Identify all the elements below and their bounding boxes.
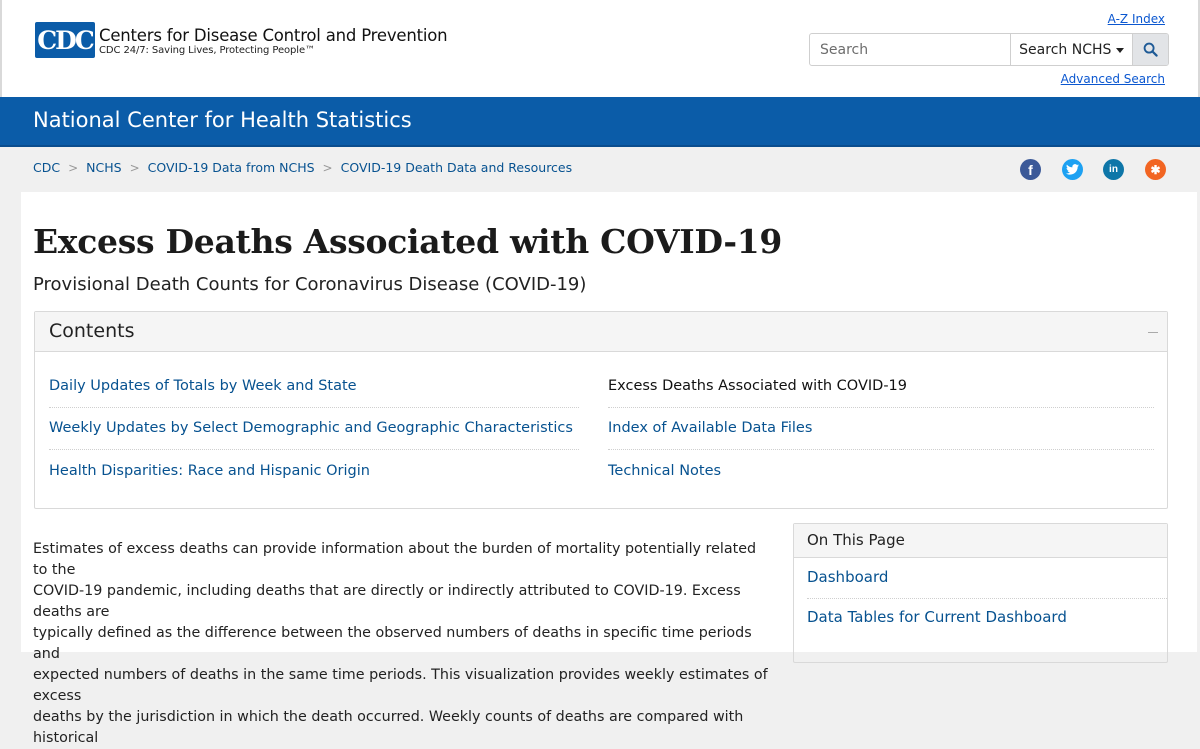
breadcrumb-covid-data[interactable]: COVID-19 Data from NCHS xyxy=(147,160,315,175)
main-content xyxy=(21,192,1197,746)
search-input[interactable] xyxy=(810,34,1010,65)
on-this-page-header xyxy=(794,524,1167,558)
search-scope-dropdown[interactable] xyxy=(1010,34,1132,65)
on-this-page-panel xyxy=(793,523,1168,663)
contents-link-weekly-updates[interactable]: Weekly Updates by Select Demographic and Geographic Characteristics xyxy=(49,420,573,436)
linkedin-icon[interactable]: in xyxy=(1103,159,1124,180)
contents-title: Contents xyxy=(49,320,135,342)
center-banner xyxy=(0,97,1200,147)
intro-paragraph xyxy=(33,539,773,749)
paragraph-line: typically defined as the difference between the observed numbers of deaths in specific time periods and xyxy=(33,625,752,662)
paragraph-line: expected numbers of deaths in the same time periods. This visualization provides weekly estimates of excess xyxy=(33,667,768,704)
facebook-icon[interactable]: f xyxy=(1020,159,1041,180)
collapse-icon[interactable] xyxy=(1148,332,1158,333)
page-title: Excess Deaths Associated with COVID-19 xyxy=(33,222,783,261)
search-bar xyxy=(809,33,1169,66)
contents-current-excess-deaths: Excess Deaths Associated with COVID-19 xyxy=(608,378,908,394)
contents-link-data-files[interactable]: Index of Available Data Files xyxy=(608,420,813,436)
contents-panel xyxy=(34,311,1168,509)
contents-header[interactable] xyxy=(35,312,1167,352)
breadcrumb-separator: > xyxy=(68,160,79,175)
syndicate-icon[interactable]: ✱ xyxy=(1145,159,1166,180)
contents-link-technical-notes[interactable]: Technical Notes xyxy=(608,463,722,479)
search-icon xyxy=(1143,42,1158,57)
divider xyxy=(49,449,579,450)
paragraph-line: COVID-19 pandemic, including deaths that are directly or indirectly attributed to COVID-19. Excess deaths are xyxy=(33,583,741,620)
site-title[interactable]: Centers for Disease Control and Prevention xyxy=(99,26,448,45)
center-title[interactable]: National Center for Health Statistics xyxy=(33,108,412,132)
search-scope-label: Search NCHS xyxy=(1019,41,1112,58)
breadcrumb-cdc[interactable]: CDC xyxy=(33,160,61,175)
divider xyxy=(608,407,1154,408)
search-button[interactable] xyxy=(1132,34,1168,65)
contents-link-daily-updates[interactable]: Daily Updates of Totals by Week and State xyxy=(49,378,357,394)
cdc-logo[interactable]: CDC xyxy=(35,22,95,58)
breadcrumb xyxy=(33,160,572,175)
breadcrumb-separator: > xyxy=(322,160,333,175)
divider xyxy=(807,598,1167,599)
advanced-search-link[interactable]: Advanced Search xyxy=(1060,72,1165,86)
breadcrumb-nchs[interactable]: NCHS xyxy=(86,160,122,175)
site-header xyxy=(0,0,1200,97)
on-this-page-link-data-tables[interactable]: Data Tables for Current Dashboard xyxy=(807,608,1067,626)
breadcrumb-death-data[interactable]: COVID-19 Death Data and Resources xyxy=(340,160,573,175)
divider xyxy=(49,407,579,408)
chevron-down-icon xyxy=(1116,48,1124,53)
paragraph-line: Estimates of excess deaths can provide information about the burden of mortality potentially related to the xyxy=(33,541,757,578)
page-subtitle: Provisional Death Counts for Coronavirus Disease (COVID-19) xyxy=(33,274,587,295)
breadcrumb-separator: > xyxy=(129,160,140,175)
on-this-page-link-dashboard[interactable]: Dashboard xyxy=(807,568,889,586)
az-index-link[interactable]: A-Z Index xyxy=(1107,12,1165,26)
site-tagline: CDC 24/7: Saving Lives, Protecting People™ xyxy=(99,45,315,56)
divider xyxy=(608,449,1154,450)
contents-link-health-disparities[interactable]: Health Disparities: Race and Hispanic Origin xyxy=(49,463,370,479)
twitter-icon[interactable] xyxy=(1062,159,1083,180)
on-this-page-title: On This Page xyxy=(807,531,905,549)
paragraph-line: deaths by the jurisdiction in which the death occurred. Weekly counts of deaths are compared with historical xyxy=(33,709,744,746)
